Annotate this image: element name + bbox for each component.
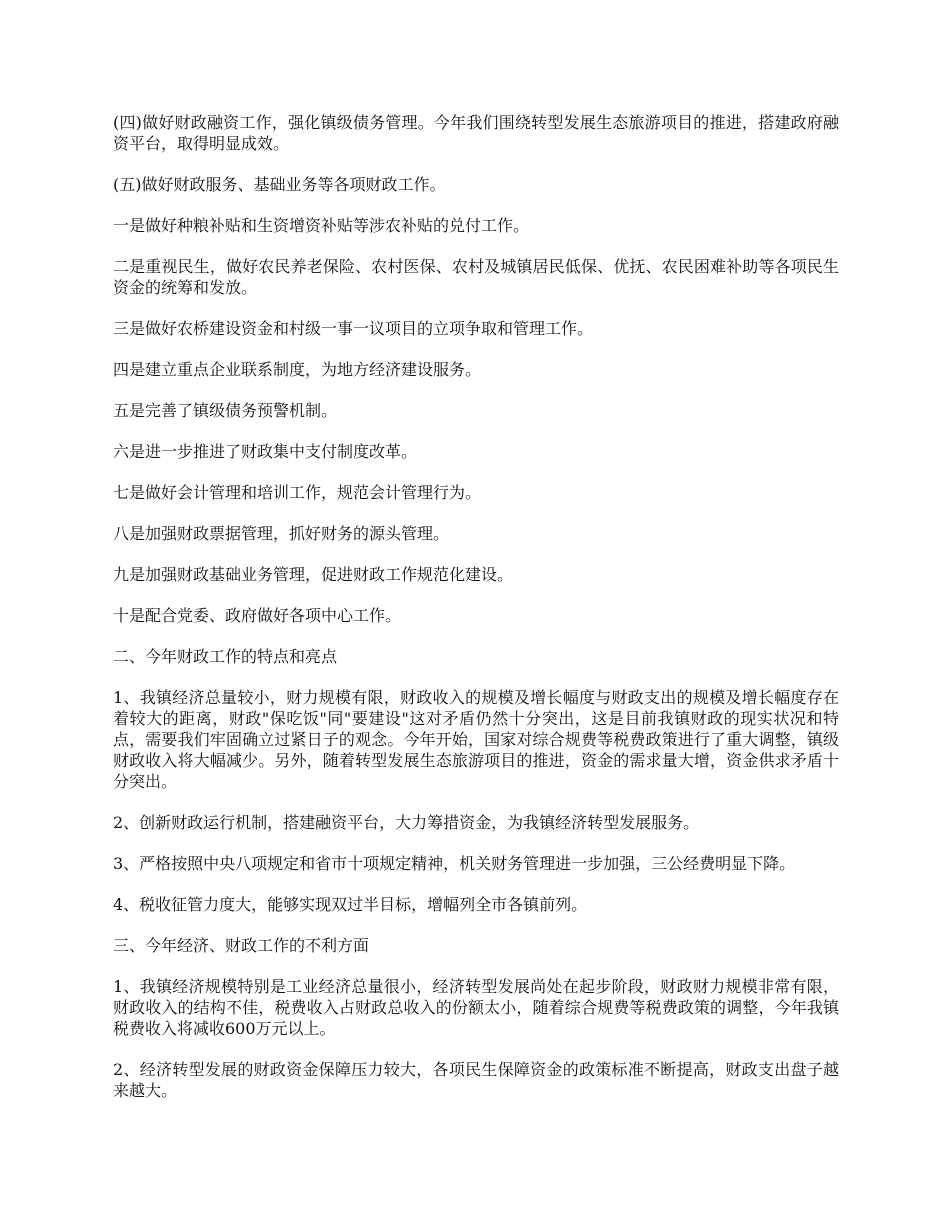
paragraph: 八是加强财政票据管理，抓好财务的源头管理。 (113, 524, 450, 543)
paragraph: 三是做好农桥建设资金和村级一事一议项目的立项争取和管理工作。 (113, 319, 594, 338)
paragraph: 3、严格按照中央八项规定和省市十项规定精神，机关财务管理进一步加强，三公经费明显下降。 (113, 854, 796, 873)
document-page (113, 112, 839, 1121)
paragraph: 4、税收征管力度大，能够实现双过半目标，增幅列全市各镇前列。 (113, 895, 588, 914)
paragraph: 五是完善了镇级债务预警机制。 (113, 401, 338, 420)
paragraph: 一是做好种粮补贴和生资增资补贴等涉农补贴的兑付工作。 (113, 216, 530, 235)
paragraph: 二是重视民生，做好农民养老保险、农村医保、农村及城镇居民低保、优抚、农民困难补助等各项民生资金的统筹和发放。 (113, 257, 839, 297)
section-heading: 二、今年财政工作的特点和亮点 (113, 647, 338, 666)
paragraph: 六是进一步推进了财政集中支付制度改革。 (113, 442, 418, 461)
paragraph: 1、我镇经济总量较小，财力规模有限，财政收入的规模及增长幅度与财政支出的规模及增长幅度存在着较大的距离，财政"保吃饭"同"要建设"这对矛盾仍然十分突出，这是目前我镇财政的现实状况和特点，需要我们牢固确立过紧日子的观念。今年开始，国家对综合规费等税费政策进行了重大调整，镇级财政收入将大幅减少。另外，随着转型发展生态旅游项目的推进，资金的需求量大增，资金供求矛盾十分突出。 (113, 688, 839, 791)
paragraph: 七是做好会计管理和培训工作，规范会计管理行为。 (113, 483, 482, 502)
paragraph: (五)做好财政服务、基础业务等各项财政工作。 (113, 175, 446, 194)
paragraph: 十是配合党委、政府做好各项中心工作。 (113, 606, 402, 625)
paragraph: 四是建立重点企业联系制度，为地方经济建设服务。 (113, 360, 482, 379)
section-heading: 三、今年经济、财政工作的不利方面 (113, 936, 370, 955)
paragraph: 1、我镇经济规模特别是工业经济总量很小，经济转型发展尚处在起步阶段，财政财力规模非常有限，财政收入的结构不佳，税费收入占财政总收入的份额太小，随着综合规费等税费政策的调整，今年我镇税费收入将减收600万元以上。 (113, 977, 839, 1038)
paragraph: 2、经济转型发展的财政资金保障压力较大，各项民生保障资金的政策标准不断提高，财政支出盘子越来越大。 (113, 1060, 839, 1100)
paragraph: (四)做好财政融资工作，强化镇级债务管理。今年我们围绕转型发展生态旅游项目的推进，搭建政府融资平台，取得明显成效。 (113, 113, 839, 153)
paragraph: 2、创新财政运行机制，搭建融资平台，大力筹措资金，为我镇经济转型发展服务。 (113, 813, 700, 832)
paragraph: 九是加强财政基础业务管理，促进财政工作规范化建设。 (113, 565, 514, 584)
